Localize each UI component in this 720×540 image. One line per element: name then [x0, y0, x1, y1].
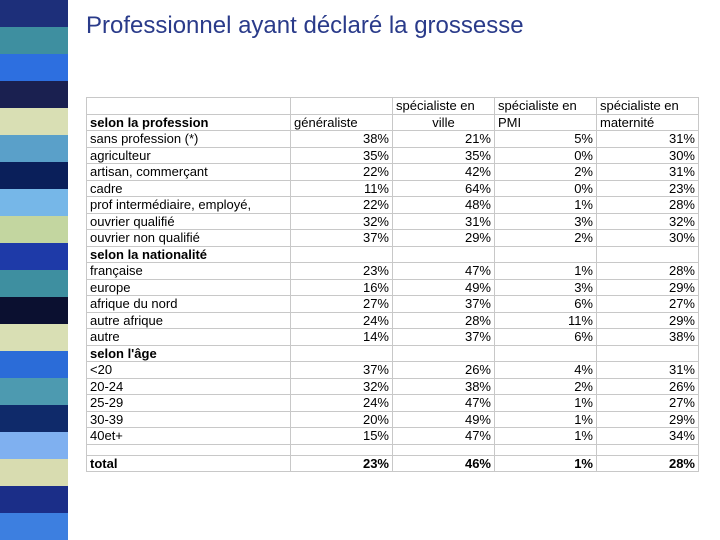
row-label: française	[87, 263, 291, 280]
row-label: 40et+	[87, 428, 291, 445]
header-cell	[291, 98, 393, 115]
value-cell: 0%	[495, 180, 597, 197]
value-cell: 34%	[597, 428, 699, 445]
section-header-profession: selon la profession	[87, 114, 291, 131]
header-cell: spécialiste en	[393, 98, 495, 115]
header-cell: maternité	[597, 114, 699, 131]
value-cell: 32%	[597, 213, 699, 230]
value-cell: 38%	[393, 378, 495, 395]
value-cell: 21%	[393, 131, 495, 148]
value-cell: 29%	[597, 312, 699, 329]
table-row	[87, 362, 699, 379]
table-row	[87, 411, 699, 428]
section-header-row	[87, 246, 699, 263]
stripe-block	[0, 378, 68, 405]
value-cell: 47%	[393, 263, 495, 280]
value-cell: 31%	[597, 131, 699, 148]
header-cell: spécialiste en	[597, 98, 699, 115]
section-header-row	[87, 345, 699, 362]
value-cell: 37%	[291, 362, 393, 379]
value-cell: 6%	[495, 329, 597, 346]
stripe-block	[0, 270, 68, 297]
row-label: cadre	[87, 180, 291, 197]
stripe-block	[0, 432, 68, 459]
value-cell: 23%	[597, 180, 699, 197]
value-cell: 24%	[291, 395, 393, 412]
stripe-block	[0, 0, 68, 27]
row-label: ouvrier qualifié	[87, 213, 291, 230]
table-row	[87, 147, 699, 164]
value-cell: 35%	[291, 147, 393, 164]
stripe-block	[0, 135, 68, 162]
table-row	[87, 296, 699, 313]
spacer-row	[87, 444, 699, 455]
total-row	[87, 455, 699, 472]
stripe-block	[0, 27, 68, 54]
header-row-bottom	[87, 114, 699, 131]
stripe-block	[0, 459, 68, 486]
value-cell: 30%	[597, 147, 699, 164]
value-cell: 11%	[291, 180, 393, 197]
value-cell: 49%	[393, 279, 495, 296]
header-row-top	[87, 98, 699, 115]
value-cell: 4%	[495, 362, 597, 379]
value-cell: 29%	[597, 279, 699, 296]
value-cell: 11%	[495, 312, 597, 329]
value-cell: 1%	[495, 263, 597, 280]
value-cell: 47%	[393, 428, 495, 445]
stripe-block	[0, 405, 68, 432]
total-value-cell: 23%	[291, 455, 393, 472]
empty-cell	[597, 246, 699, 263]
value-cell: 0%	[495, 147, 597, 164]
value-cell: 26%	[597, 378, 699, 395]
value-cell: 31%	[597, 164, 699, 181]
table-row	[87, 230, 699, 247]
value-cell: 37%	[393, 296, 495, 313]
value-cell: 29%	[393, 230, 495, 247]
total-value-cell: 46%	[393, 455, 495, 472]
value-cell: 26%	[393, 362, 495, 379]
value-cell: 27%	[597, 395, 699, 412]
table-row	[87, 197, 699, 214]
value-cell: 37%	[393, 329, 495, 346]
empty-cell	[495, 246, 597, 263]
value-cell: 28%	[597, 197, 699, 214]
table-row	[87, 378, 699, 395]
stripe-block	[0, 324, 68, 351]
stripe-block	[0, 162, 68, 189]
header-cell: ville	[393, 114, 495, 131]
stripe-block	[0, 486, 68, 513]
value-cell: 47%	[393, 395, 495, 412]
value-cell: 22%	[291, 197, 393, 214]
row-label: agriculteur	[87, 147, 291, 164]
value-cell: 3%	[495, 279, 597, 296]
row-label: sans profession (*)	[87, 131, 291, 148]
value-cell: 42%	[393, 164, 495, 181]
empty-cell	[597, 345, 699, 362]
value-cell: 5%	[495, 131, 597, 148]
total-value-cell: 1%	[495, 455, 597, 472]
value-cell: 31%	[393, 213, 495, 230]
value-cell: 2%	[495, 378, 597, 395]
stripe-block	[0, 216, 68, 243]
total-value-cell: 28%	[597, 455, 699, 472]
table-row	[87, 164, 699, 181]
value-cell: 15%	[291, 428, 393, 445]
stripe-block	[0, 108, 68, 135]
value-cell: 48%	[393, 197, 495, 214]
decorative-stripe	[0, 0, 68, 540]
empty-cell	[393, 444, 495, 455]
value-cell: 35%	[393, 147, 495, 164]
value-cell: 32%	[291, 213, 393, 230]
stripe-block	[0, 351, 68, 378]
empty-cell	[291, 444, 393, 455]
value-cell: 64%	[393, 180, 495, 197]
value-cell: 22%	[291, 164, 393, 181]
empty-cell	[597, 444, 699, 455]
table-row	[87, 213, 699, 230]
value-cell: 20%	[291, 411, 393, 428]
value-cell: 2%	[495, 164, 597, 181]
value-cell: 3%	[495, 213, 597, 230]
value-cell: 1%	[495, 395, 597, 412]
section-label: selon la nationalité	[87, 246, 291, 263]
header-cell	[87, 98, 291, 115]
value-cell: 6%	[495, 296, 597, 313]
table-row	[87, 428, 699, 445]
stripe-block	[0, 189, 68, 216]
empty-cell	[87, 444, 291, 455]
header-cell: spécialiste en	[495, 98, 597, 115]
row-label: autre afrique	[87, 312, 291, 329]
row-label: prof intermédiaire, employé,	[87, 197, 291, 214]
stripe-block	[0, 243, 68, 270]
value-cell: 27%	[597, 296, 699, 313]
value-cell: 38%	[597, 329, 699, 346]
value-cell: 24%	[291, 312, 393, 329]
table-row	[87, 180, 699, 197]
table-row	[87, 395, 699, 412]
value-cell: 30%	[597, 230, 699, 247]
empty-cell	[393, 345, 495, 362]
stripe-block	[0, 513, 68, 540]
empty-cell	[291, 345, 393, 362]
table-row	[87, 131, 699, 148]
row-label: <20	[87, 362, 291, 379]
row-label: autre	[87, 329, 291, 346]
value-cell: 28%	[597, 263, 699, 280]
value-cell: 49%	[393, 411, 495, 428]
row-label: 25-29	[87, 395, 291, 412]
table-row	[87, 263, 699, 280]
empty-cell	[495, 345, 597, 362]
data-table	[86, 97, 699, 472]
stripe-block	[0, 54, 68, 81]
header-cell: généraliste	[291, 114, 393, 131]
header-cell: PMI	[495, 114, 597, 131]
value-cell: 1%	[495, 411, 597, 428]
empty-cell	[495, 444, 597, 455]
row-label: ouvrier non qualifié	[87, 230, 291, 247]
row-label: europe	[87, 279, 291, 296]
value-cell: 29%	[597, 411, 699, 428]
row-label: 20-24	[87, 378, 291, 395]
total-label: total	[87, 455, 291, 472]
value-cell: 28%	[393, 312, 495, 329]
value-cell: 32%	[291, 378, 393, 395]
table-row	[87, 312, 699, 329]
row-label: 30-39	[87, 411, 291, 428]
table-row	[87, 329, 699, 346]
value-cell: 1%	[495, 197, 597, 214]
section-label: selon l'âge	[87, 345, 291, 362]
value-cell: 16%	[291, 279, 393, 296]
value-cell: 27%	[291, 296, 393, 313]
value-cell: 38%	[291, 131, 393, 148]
value-cell: 23%	[291, 263, 393, 280]
value-cell: 31%	[597, 362, 699, 379]
value-cell: 1%	[495, 428, 597, 445]
slide-title: Professionnel ayant déclaré la grossesse	[86, 12, 524, 39]
stripe-block	[0, 81, 68, 108]
stripe-block	[0, 297, 68, 324]
row-label: artisan, commerçant	[87, 164, 291, 181]
value-cell: 14%	[291, 329, 393, 346]
table-row	[87, 279, 699, 296]
empty-cell	[393, 246, 495, 263]
value-cell: 37%	[291, 230, 393, 247]
empty-cell	[291, 246, 393, 263]
value-cell: 2%	[495, 230, 597, 247]
row-label: afrique du nord	[87, 296, 291, 313]
